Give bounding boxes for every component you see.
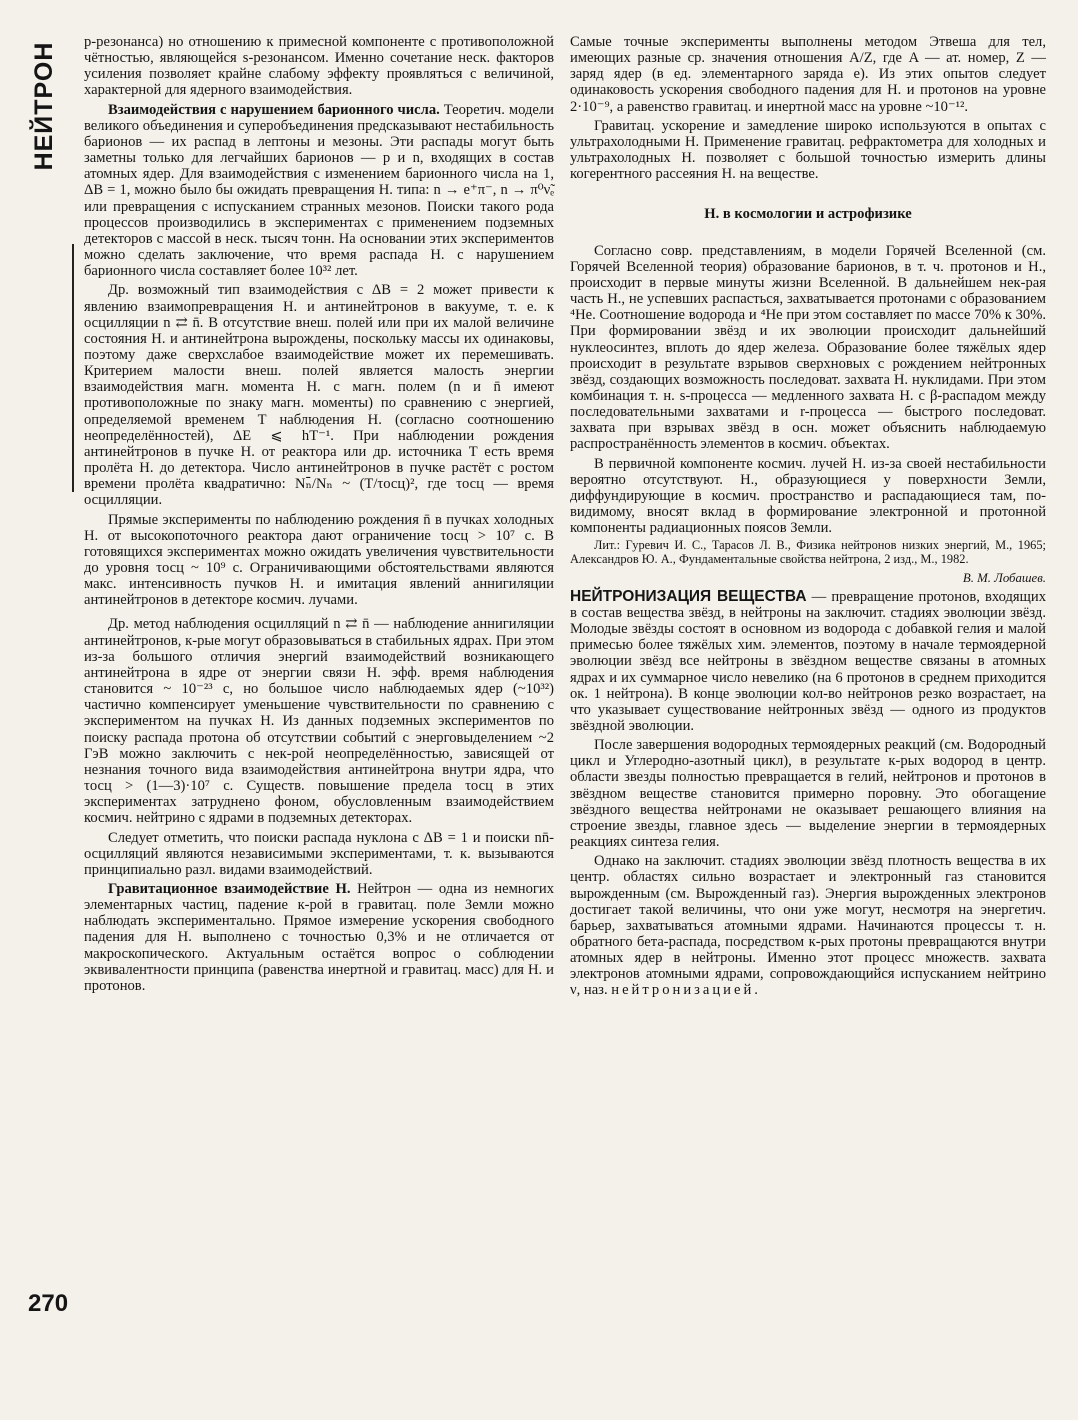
- run-in-heading: Гравитационное взаимодействие Н.: [108, 880, 351, 897]
- section-heading: Н. в космологии и астрофизике: [704, 206, 912, 223]
- paragraph-final: [570, 853, 1046, 998]
- paragraph-text: — превращение протонов, входящих в состав вещества звёзд, в нейтроны на заключит. стадиях эволюции звёзд. Молодые звёзды состоят в основном из водорода с добавкой гелия и малой примесью более тяжёлых хим. элементов, поэтому в начале термоядерной эволюции звёзд все нейтроны в звёздном веществе связаны в атомных ядрах и их суммарное число невелико (на 6 протонов в среднем приходится ок. 1 нейтрона). В конце эволюции кол-во нейтронов резко возрастает, на что указывает существование нейтронных звёзд — одного из продуктов звёздной эволюции.: [570, 588, 1046, 734]
- bibliography: Лит.: Гуревич И. С., Тарасов Л. В., Физика нейтронов низких энергий, М., 1965; Александров Ю. А., Фундаментальные свойства нейтрона, 2 изд., М., 1982.: [570, 538, 1046, 566]
- paragraph-text: Теоретич. модели великого объединения и суперобъединения предсказывают нестабильность барионов — их распад в лептоны и мезоны. Эти распады могут быть заметны только для легчайших барионов — р и n, входящих в состав атомных ядер. Для взаимодействия с изменением барионного числа на 1, ΔB = 1, можно было бы ожидать превращения Н. типа: n → e⁺π⁻, n → π⁰ν̃ₑ или превращения с испусканием странных мезонов. Поиски такого рода процессов производились в экспериментах с применением подземных детекторов с массой в неск. тысяч тонн. На основании этих экспериментов можно сделать заключение, что время распада Н. с нарушением барионного числа составляет более 10³² лет.: [84, 101, 554, 280]
- paragraph: После завершения водородных термоядерных реакций (см. Водородный цикл и Углеродно-азотный цикл), в результате к-рых водород в центр. области звезды полностью превращается в гелий, нейтронов и протонов в звёздном веществе становится примерно поровну. Это обогащение звёздного вещества нейтронами не оказывает решающего влияния на строение звезды, главное здесь — выделение энергии в термоядерных реакциях синтеза гелия.: [570, 737, 1046, 851]
- paragraph: Др. метод наблюдения осцилляций n ⇄ n̄ — наблюдение аннигиляции антинейтронов, к-рые могут образовываться в стабильных ядрах. При этом из-за большого отличия энергий взаимодействий возникающего антинейтрона в ядре от энергии связи Н. эфф. время наблюдения становится ~ 10⁻²³ с, но большое число наблюдаемых ядер (~10³²) частично компенсирует уменьшение чувствительности по сравнению с экспериментом на пучках Н. Из данных подземных экспериментов по поиску распада протона об отсутствии событий с энерговыделением ~2 ГэВ можно заключить с нек-рой неопределённостью, зависящей от незнания точного вида взаимодействия антинейтрона внутри ядра, что τосц > (1—3)·10⁷ с. Существ. повышение предела τосц в этих экспериментах затруднено фоном, обусловленным взаимодействием космич. нейтрино с ядрами в подземных детекторах.: [84, 616, 554, 827]
- paragraph: В первичной компоненте космич. лучей Н. из-за своей нестабильности вероятно отсутствуют. Н., образующиеся у поверхности Земли, диффундирующие в космич. пространство и распадающиеся там, по-видимому, вносят вклад в формирование электронной и протонной компоненты радиационных поясов Земли.: [570, 455, 1046, 537]
- paragraph: Прямые эксперименты по наблюдению рождения n̄ в пучках холодных Н. от высокопоточного реактора дают ограничение τосц > 10⁷ с. В готовящихся экспериментах можно ожидать увеличения чувствительности до уровня τосц ~ 10⁹ с. Ограничивающими обстоятельствами являются макс. интенсивность пучков Н. и имитация явлений аннигиляции антинейтронов в детекторе космич. лучами.: [84, 511, 554, 609]
- running-head: [26, 36, 62, 176]
- entry-neutronization: [570, 589, 1046, 734]
- paragraph-baryon-violation: [84, 102, 554, 280]
- margin-rule: [72, 244, 74, 492]
- run-in-heading: Взаимодействия с нарушением барионного числа.: [108, 101, 440, 118]
- paragraph-gravitational: [84, 881, 554, 994]
- spaced-term: нейтронизацией.: [611, 982, 761, 999]
- left-column: [84, 34, 554, 997]
- paragraph: Согласно совр. представлениям, в модели Горячей Вселенной (см. Горячей Вселенной теория) образование барионов, в т. ч. протонов и Н., происходит в первые минуты жизни Вселенной. В дальнейшем нек-рая часть Н., не успевших распасться, захватывается протонами с образованием ⁴He. Соотношение водорода и ⁴He при этом составляет по массе 70% к 30%. При формировании звёзд и их эволюции происходит дальнейший нуклеосинтез, вплоть до ядер железа. Образование более тяжёлых ядер происходит в результате взрывов сверхновых с рождением нейтронных звёзд, создающих возможность последоват. захвата Н. нуклидами. При этом комбинация т. н. s-процесса — медленного захвата Н. с β-распадом между последовательными захватами и r-процесса — быстрого последоват. захвата при взрывах звёзд в осн. может объяснить наблюдаемую распространённость элементов в космич. объектах.: [570, 242, 1046, 453]
- page-number: 270: [28, 1290, 69, 1317]
- author-signature: В. М. Лобашев.: [962, 570, 1046, 585]
- paragraph-text: Однако на заключит. стадиях эволюции звёзд плотность вещества в их центр. областях сильно возрастает и электронный газ становится вырожденным (см. Вырожденный газ). Энергия вырожденных электронов достигает такой величины, что они уже могут, несмотря на энергетич. барьер, захватываться атомными ядрами. Начинаются процессы т. н. обратного бета-распада, посредством к-рых протоны превращаются внутри атомных ядер в нейтроны. Именно этот процесс множеств. захвата электронов атомными ядрами, сопровождающийся испусканием нейтрино ν, наз.: [570, 853, 1046, 999]
- right-column: [570, 34, 1046, 1002]
- entry-heading: НЕЙТРОНИЗАЦИЯ ВЕЩЕСТВА: [570, 587, 807, 605]
- paragraph: Др. возможный тип взаимодействия с ΔB = 2 может привести к явлению взаимопревращения Н. и антинейтронов в вакууме, т. е. к осцилляции n ⇄ n̄. В отсутствие внеш. полей или при их малой величине состояния Н. и антинейтрона вырождены, поскольку массы их одинаковы, поэтому даже сверхслабое взаимодействие может их перемешивать. Критерием малости внеш. полей является малость энергии взаимодействия магн. момента Н. с магн. полем (n и n̄ имеют противоположные по знаку магн. моменты) по сравнению с энергией, определяемой временем T наблюдения Н. (согласно соотношению неопределённостей), ΔE ⩽ hT⁻¹. При наблюдении рождения антинейтронов в пучке Н. от реактора или др. источника T есть время пролёта Н. до детектора. Число антинейтронов в пучке растёт с ростом времени пролёта квадратично: Nₙ̄/Nₙ ~ (T/τосц)², где τосц — время осцилляции.: [84, 282, 554, 509]
- paragraph: Следует отметить, что поиски распада нуклона с ΔB = 1 и поиски nn̄-осцилляций являются независимыми экспериментами, т. к. вызываются принципиально разл. видами взаимодействий.: [84, 829, 554, 878]
- paragraph-text: Нейтрон — одна из немногих элементарных частиц, падение к-рой в гравитац. поле Земли можно наблюдать экспериментально. Прямое измерение ускорения свободного падения для Н. выполнено с точностью 0,3% и не отличается от макроскопического. Актуальным остаётся вопрос о соблюдении эквивалентности принципа (равенства инертной и гравитац. масс) для Н. и протонов.: [84, 880, 554, 994]
- paragraph: р-резонанса) но отношению к примесной компоненте с противоположной чётностью, являющейся s-резонансом. Именно сочетание неск. факторов усиления позволяет крайне слабому эффекту проявляться с величиной, характерной для ядерного взаимодействия.: [84, 34, 554, 99]
- paragraph: Гравитац. ускорение и замедление широко используются в опытах с ультрахолодными Н. Применение гравитац. рефрактометра для холодных и ультрахолодных Н. позволяет с большой точностью измерить длины когерентного рассеяния Н. на веществе.: [570, 117, 1046, 183]
- running-head-text: НЕЙТРОН: [30, 41, 58, 171]
- paragraph: Самые точные эксперименты выполнены методом Этвеша для тел, имеющих разные ср. значения отношения A/Z, где A — ат. номер, Z — заряд ядер (в ед. элементарного заряда e). Из этих опытов следует одинаковость ускорения свободного падения для Н. и протонов на уровне 2·10⁻⁹, а равенство гравитац. и инертной масс на уровне ~10⁻¹².: [570, 34, 1046, 115]
